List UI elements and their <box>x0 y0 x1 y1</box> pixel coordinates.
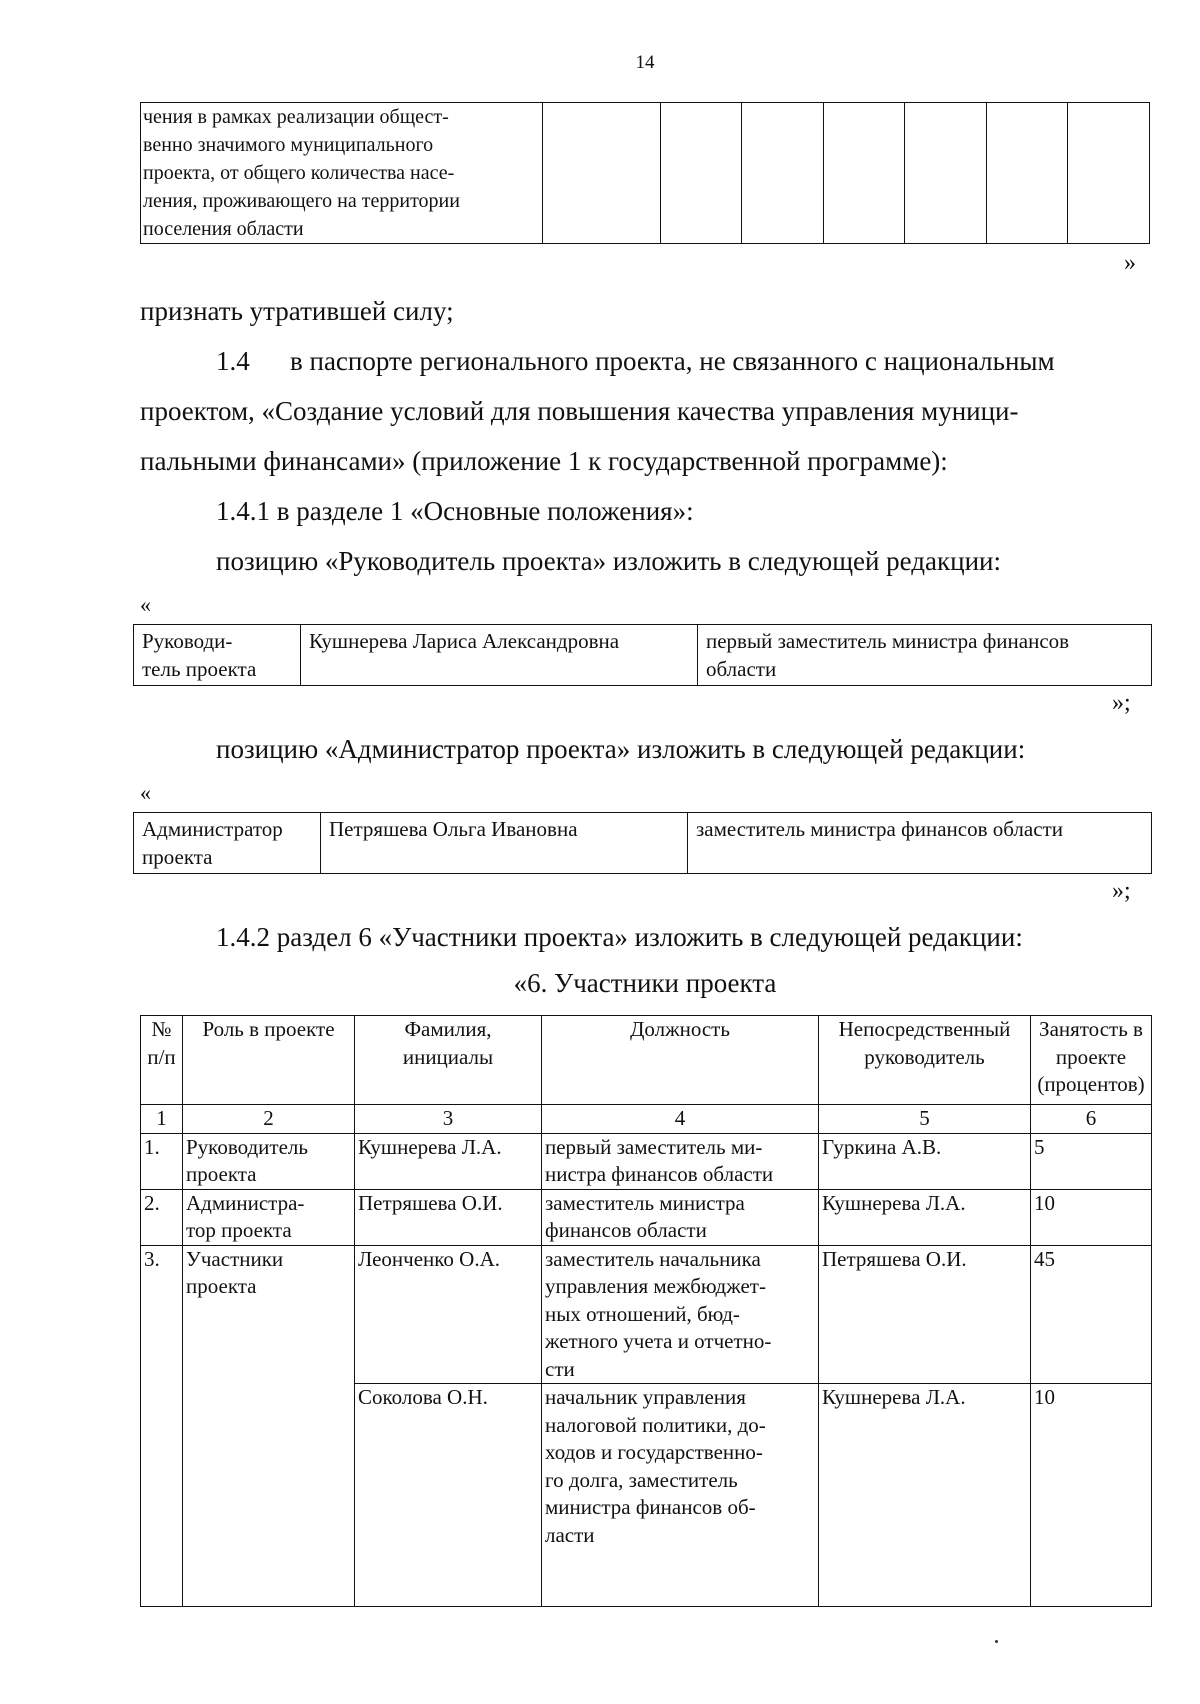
name-cell: Кушнерева Лариса Александровна <box>301 625 698 686</box>
manager-cell: Петряшева О.И. <box>819 1245 1031 1384</box>
empty-cell <box>1068 103 1150 244</box>
column-number: 3 <box>355 1105 542 1134</box>
project-admin-table <box>133 812 1152 874</box>
closing-quote: »; <box>1112 690 1131 716</box>
position-cell: заместитель начальника управления межбюджет- ных отношений, бюд- жетного учета и отчетно- сти <box>542 1245 819 1384</box>
manager-cell: Кушнерева Л.А. <box>819 1384 1031 1607</box>
load-cell: 5 <box>1031 1133 1152 1189</box>
name-cell: Соколова О.Н. <box>355 1384 542 1607</box>
name-cell: Кушнерева Л.А. <box>355 1133 542 1189</box>
role-cell: Администра- тор проекта <box>183 1189 355 1245</box>
empty-cell <box>905 103 987 244</box>
column-number: 4 <box>542 1105 819 1134</box>
header-cell-position: Должность <box>542 1016 819 1105</box>
role-cell: Руководитель проекта <box>183 1133 355 1189</box>
table-row <box>134 813 1152 874</box>
load-cell: 10 <box>1031 1384 1152 1607</box>
table-row <box>141 103 1150 244</box>
paragraph: в паспорте регионального проекта, не связанного с национальным <box>290 346 1055 376</box>
closing-quote: » <box>1124 250 1136 276</box>
paragraph: 1.4.2 раздел 6 «Участники проекта» изложить в следующей редакции: <box>216 922 1023 952</box>
role-cell: Руководи- тель проекта <box>134 625 301 686</box>
column-number: 2 <box>183 1105 355 1134</box>
header-cell-role: Роль в проекте <box>183 1016 355 1105</box>
paragraph: 1.4.1 в разделе 1 «Основные положения»: <box>216 496 694 526</box>
paragraph-number: 1.4 <box>216 346 250 376</box>
opening-quote: « <box>140 780 151 805</box>
page-number: 14 <box>635 52 655 73</box>
name-cell: Леонченко О.А. <box>355 1245 542 1384</box>
manager-cell: Гуркина А.В. <box>819 1133 1031 1189</box>
row-number: 2. <box>141 1189 183 1245</box>
position-cell: заместитель министра финансов области <box>688 813 1152 874</box>
paragraph: признать утратившей силу; <box>140 296 454 326</box>
table-row <box>134 625 1152 686</box>
paragraph: позицию «Администратор проекта» изложить в следующей редакции: <box>216 734 1026 764</box>
manager-cell: Кушнерева Л.А. <box>819 1189 1031 1245</box>
empty-cell <box>543 103 660 244</box>
position-cell: начальник управления налоговой политики, до- ходов и государственно- го долга, заместитель министра финансов об- ласти <box>542 1384 819 1607</box>
column-number: 6 <box>1031 1105 1152 1134</box>
section-caption: «6. Участники проекта <box>513 968 777 998</box>
position-cell: первый заместитель министра финансов области <box>698 625 1152 686</box>
empty-cell <box>742 103 824 244</box>
row-number: 3. <box>141 1245 183 1607</box>
table-row <box>141 1189 1152 1245</box>
empty-cell <box>986 103 1068 244</box>
column-number-row <box>141 1105 1152 1134</box>
position-cell: первый заместитель ми- нистра финансов области <box>542 1133 819 1189</box>
scan-speck <box>995 1640 998 1643</box>
load-cell: 10 <box>1031 1189 1152 1245</box>
paragraph: позицию «Руководитель проекта» изложить в следующей редакции: <box>216 546 1001 576</box>
position-cell: заместитель министра финансов области <box>542 1189 819 1245</box>
paragraph: проектом, «Создание условий для повышения качества управления муници- <box>140 396 1019 426</box>
indicator-table-continuation <box>140 102 1150 244</box>
participants-table <box>140 1015 1152 1607</box>
header-row <box>141 1016 1152 1105</box>
indicator-text-cell: чения в рамках реализации общест- венно значимого муниципального проекта, от общего количества насе- ления, проживающего на территории поселения области <box>141 103 543 244</box>
load-cell: 45 <box>1031 1245 1152 1384</box>
role-cell: Участники проекта <box>183 1245 355 1607</box>
header-cell-name: Фамилия, инициалы <box>355 1016 542 1105</box>
role-cell: Администратор проекта <box>134 813 321 874</box>
table-row <box>141 1133 1152 1189</box>
column-number: 5 <box>819 1105 1031 1134</box>
name-cell: Петряшева Ольга Ивановна <box>321 813 688 874</box>
header-cell-load: Занятость в проекте (процентов) <box>1031 1016 1152 1105</box>
name-cell: Петряшева О.И. <box>355 1189 542 1245</box>
header-cell-number: № п/п <box>141 1016 183 1105</box>
paragraph: пальными финансами» (приложение 1 к государственной программе): <box>140 446 948 476</box>
table-row <box>141 1245 1152 1384</box>
closing-quote: »; <box>1112 878 1131 904</box>
header-cell-manager: Непосредственный руководитель <box>819 1016 1031 1105</box>
row-number: 1. <box>141 1133 183 1189</box>
project-lead-table <box>133 624 1152 686</box>
empty-cell <box>823 103 905 244</box>
empty-cell <box>660 103 742 244</box>
column-number: 1 <box>141 1105 183 1134</box>
opening-quote: « <box>140 592 151 617</box>
